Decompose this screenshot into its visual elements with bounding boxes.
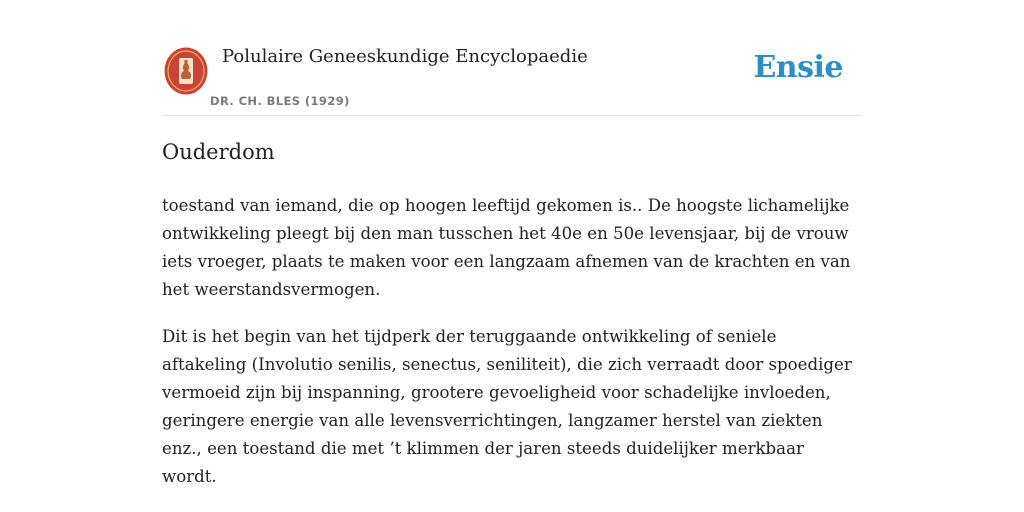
book-cover-icon[interactable] xyxy=(164,47,208,95)
entry-title: Ouderdom xyxy=(162,140,275,164)
book-author: DR. CH. BLES (1929) xyxy=(210,94,350,108)
entry-paragraph: toestand van iemand, die op hoogen leeftijd gekomen is.. De hoogste lichamelijke ontwikkeling pleegt bij den man tusschen het 40e en 50e levensjaar, bij de vrouw iets vroeger, plaats te maken voor een langzaam afnemen van de krachten en van het weerstandsvermogen. xyxy=(162,196,851,299)
entry-paragraph: Dit is het begin van het tijdperk der teruggaande ontwikkeling of seniele aftakeling (Involutio senilis, senectus, seniliteit), die zich verraadt door spoediger vermoeid zijn bij inspanning, grootere gevoeligheid voor schadelijke invloeden, geringere energie van alle levensverrichtingen, langzamer herstel van ziekten enz., een toestand die met ’t klimmen der jaren steeds duidelijker merkbaar wordt. xyxy=(162,327,852,486)
brand-logo[interactable]: Ensie xyxy=(753,50,843,85)
book-title[interactable]: Polulaire Geneeskundige Encyclopaedie xyxy=(222,46,588,67)
header xyxy=(162,40,862,116)
entry-body xyxy=(162,192,862,510)
